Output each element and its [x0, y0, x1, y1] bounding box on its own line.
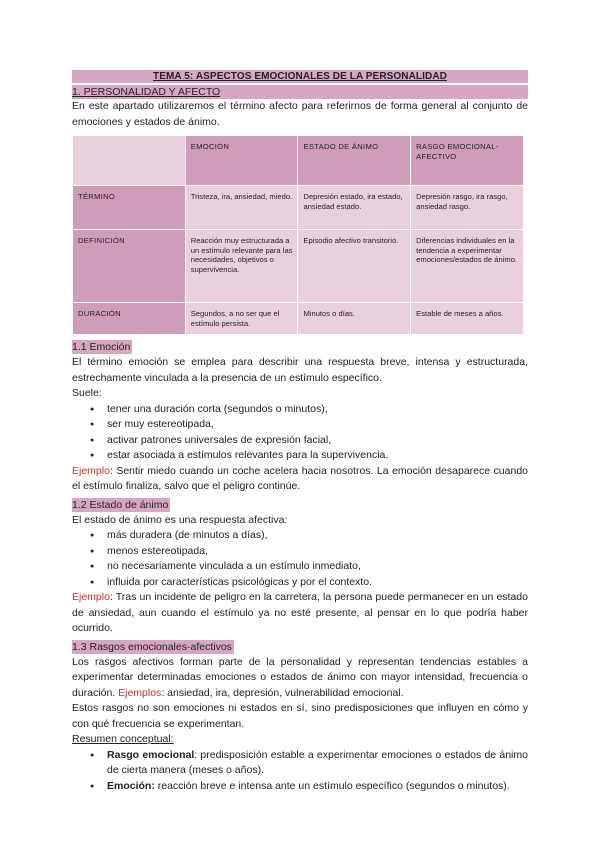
affect-table	[72, 135, 524, 335]
paragraph: Suele:	[72, 387, 102, 399]
table-cell: Reacción muy estructurada a un estímulo relevante para las necesidades, objetivos o supervivencia.	[185, 230, 298, 303]
list-item: ● ser muy estereotipada,	[90, 417, 528, 433]
summary-text: reacción breve e intensa ante un estímulo específico (segundos o minutos).	[154, 779, 510, 792]
paragraph: El término emoción se emplea para describir una respuesta breve, intensa y estructurada, estrechamente vinculada a la presencia de un estímulo específico.	[72, 356, 528, 384]
summary-list	[72, 748, 528, 795]
table-header-row	[73, 136, 524, 186]
table-row-label: TÉRMINO	[73, 186, 186, 230]
paragraph: Estos rasgos no son emociones ni estados en sí, sino predisposiciones que influyen en cómo y con qué frecuencia se experimentan.	[72, 702, 528, 730]
bullet-list	[72, 528, 528, 590]
list-item: ● menos estereotipada,	[90, 544, 528, 560]
example-label: Ejemplo	[72, 591, 110, 603]
example-label: Ejemplo	[72, 464, 110, 477]
table-cell: Diferencias individuales en la tendencia a experimentar emociones/estados de ánimo.	[411, 230, 524, 303]
table-row-label: DURACIÓN	[73, 303, 186, 335]
bullet-list	[72, 402, 528, 464]
table-cell: Segundos, a no ser que el estímulo persista.	[185, 303, 298, 335]
table-row	[73, 303, 524, 335]
example-paragraph	[72, 590, 528, 637]
example-text: : Sentir miedo cuando un coche acelera hacia nosotros. La emoción desaparece cuando el estímulo finaliza, salvo que el peligro continúe.	[72, 464, 528, 492]
table-row-label: DEFINICIÓN	[73, 230, 186, 303]
examples-label: Ejemplos	[118, 686, 162, 699]
example-paragraph	[72, 464, 528, 495]
paragraph-text: Los rasgos afectivos forman parte de la personalidad y representan tendencias estables a experimentar determinadas emociones o estados de ánimo con mayor intensidad, frecuencia o duración.	[72, 655, 528, 699]
subsection-heading-emocion: 1.1 Emoción	[72, 341, 131, 353]
table-cell: Depresión rasgo, ira rasgo, ansiedad rasgo.	[411, 186, 524, 230]
table-cell: Tristeza, ira, ansiedad, miedo.	[185, 186, 298, 230]
table-cell: Episodio afectivo transitorio.	[298, 230, 411, 303]
table-cell: Minutos o días.	[298, 303, 411, 335]
list-item: ● no necesariamente vinculada a un estímulo inmediato,	[90, 559, 528, 575]
subsection-heading-rasgos: 1.3 Rasgos emocionales-afectivos	[72, 640, 232, 653]
list-item: ● más duradera (de minutos a días),	[90, 528, 528, 544]
table-cell: Depresión estado, ira estado, ansiedad estado.	[298, 186, 411, 230]
examples-text: : ansiedad, ira, depresión, vulnerabilidad emocional.	[161, 686, 404, 699]
document-title: TEMA 5: ASPECTOS EMOCIONALES DE LA PERSONALIDAD	[72, 70, 528, 83]
table-row	[73, 230, 524, 303]
list-item: ● influida por características psicológicas y por el contexto.	[90, 575, 528, 591]
summary-term: Emoción:	[107, 779, 155, 792]
list-item	[90, 748, 528, 779]
summary-text: : predisposición estable a experimentar emociones o estados de ánimo de cierta manera (meses o años).	[107, 748, 528, 776]
table-row	[73, 186, 524, 230]
list-item	[90, 779, 528, 795]
list-item: ● activar patrones universales de expresión facial,	[90, 433, 528, 449]
example-text: : Tras un incidente de peligro en la carretera, la persona puede permanecer en un estado de ansiedad, aun cuando el estímulo ya no esté presente, al pensar en lo que podría haber ocurrido.	[72, 591, 528, 634]
paragraph: El estado de ánimo es una respuesta afectiva:	[72, 513, 288, 526]
table-header: EMOCIÓN	[185, 136, 298, 186]
table-header: ESTADO DE ÁNIMO	[298, 136, 411, 186]
section-heading-personalidad: 1. PERSONALIDAD Y AFECTO	[72, 85, 528, 99]
list-item: ● tener una duración corta (segundos o minutos),	[90, 402, 528, 418]
document-page	[72, 70, 528, 794]
subsection-heading-estado: 1.2 Estado de ánimo	[72, 498, 169, 511]
paragraph	[72, 655, 528, 702]
summary-term: Rasgo emocional	[107, 748, 195, 761]
table-cell: Estable de meses a años.	[411, 303, 524, 335]
list-item: ● estar asociada a estímulos relevantes para la supervivencia.	[90, 448, 528, 464]
section-intro: En este apartado utilizaremos el término afecto para referirnos de forma general al conjunto de emociones y estados de ánimo.	[72, 100, 528, 128]
table-header: RASGO EMOCIONAL-AFECTIVO	[411, 136, 524, 186]
summary-heading: Resumen conceptual:	[72, 733, 174, 745]
table-corner-cell	[73, 136, 186, 186]
